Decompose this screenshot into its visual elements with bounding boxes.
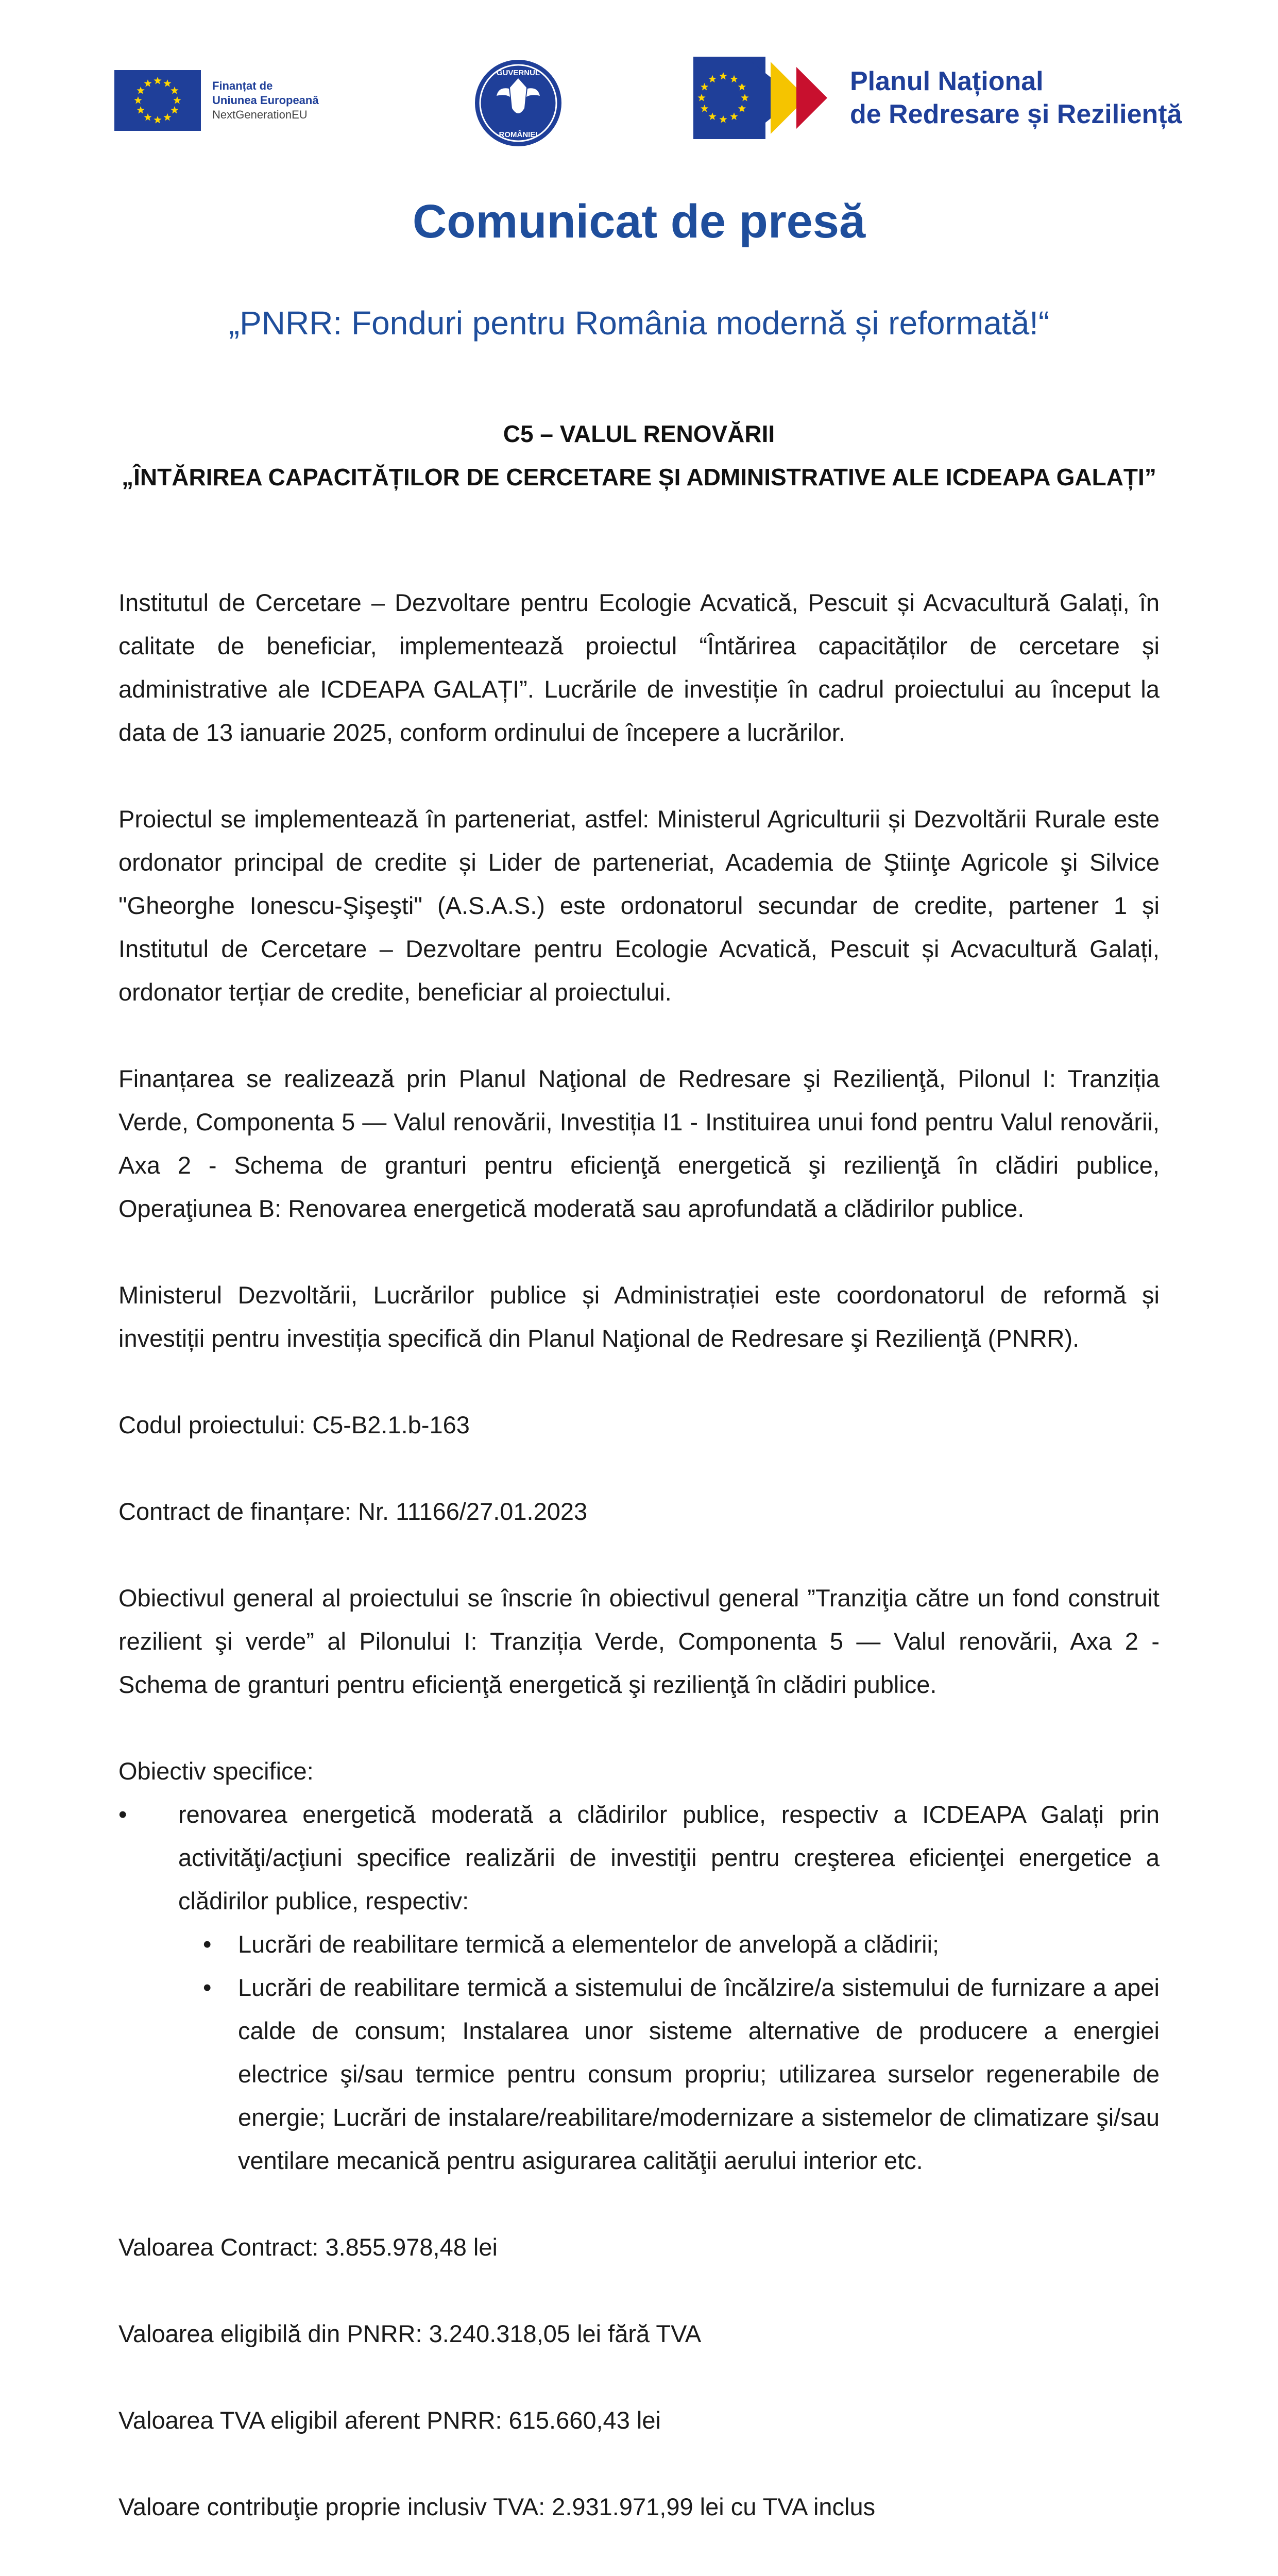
project-dates: [118, 2572, 1160, 2576]
romanian-government-seal-icon: [473, 58, 564, 148]
press-release-body: [118, 581, 1160, 2576]
bullet-icon: •: [118, 1801, 127, 1828]
pnrr-logo: [693, 57, 1182, 139]
page-subtitle: „PNRR: Fonduri pentru România modernă și reformată!“: [228, 304, 1050, 342]
pnrr-flag-arrow-icon: [693, 57, 838, 139]
project-heading-line-1: C5 – VALUL RENOVĂRII: [503, 420, 775, 447]
vat-value: Valoarea TVA eligibil aferent PNRR: 615.660,43 lei: [118, 2406, 661, 2434]
own-contribution-value: Valoare contribuţie proprie inclusiv TVA: 2.931.971,99 lei cu TVA inclus: [118, 2493, 876, 2520]
pnrr-logo-line-2: de Redresare și Reziliență: [850, 99, 1182, 129]
gov-seal-text-top: GUVERNUL: [496, 69, 540, 77]
financing-contract: Contract de finanțare: Nr. 11166/27.01.2023: [118, 1498, 588, 1525]
objective-sub-list: [178, 1923, 1160, 2182]
paragraph-intro: Institutul de Cercetare – Dezvoltare pentru Ecologie Acvatică, Pescuit și Acvacultură Galați, în calitate de beneficiar, implementează proiectul “Întărirea capacităților de cercetare și administrative ale ICDEAPA GALAȚI”. Lucrările de investiție în cadrul proiectului au început la data de 13 ianuarie 2025, conform ordinului de începere a lucrărilor.: [118, 589, 1160, 746]
pnrr-logo-text: [850, 65, 1182, 131]
project-code: Codul proiectului: C5-B2.1.b-163: [118, 1411, 470, 1438]
objective-main-text: renovarea energetică moderată a clădirilor publice, respectiv a ICDEAPA Galați prin activităţi/acţiuni specifice realizării de investiţii pentru creşterea eficienţei energetice a clădirilor publice, respectiv:: [178, 1801, 1160, 1914]
eu-logo-line-3: NextGenerationEU: [212, 108, 308, 121]
paragraph-partnership: Proiectul se implementează în parteneriat, astfel: Ministerul Agriculturii și Dezvoltării Rurale este ordonator principal de credite și Lider de parteneriat, Academia de Ştiinţe Agricole şi Silvice "Gheorghe Ionescu-Şişeşti" (A.S.A.S.) este ordonatorul secundar de credite, partener 1 și Institutul de Cercetare – Dezvoltare pentru Ecologie Acvatică, Pescuit și Acvacultură Galați, ordonator terțiar de credite, beneficiar al proiectului.: [118, 805, 1160, 1006]
gov-seal-text-bottom: ROMÂNIEI: [499, 130, 538, 139]
page-title: Comunicat de presă: [412, 195, 866, 248]
paragraph-financing: Finanțarea se realizează prin Planul Naţional de Redresare şi Rezilienţă, Pilonul I: Tranziția Verde, Componenta 5 — Valul renovării, Investiția I1 - Instituirea unui fond pentru Valul renovării, Axa 2 - Schema de granturi pentru eficienţă energetică şi rezilienţă în clădiri publice, Operaţiunea B: Renovarea energetică moderată sau aprofundată a clădirilor publice.: [118, 1065, 1160, 1222]
project-heading-line-2: „ÎNTĂRIREA CAPACITĂȚILOR DE CERCETARE ȘI ADMINISTRATIVE ALE ICDEAPA GALAȚI”: [122, 464, 1156, 490]
eu-logo-text: [212, 79, 319, 122]
list-item: [118, 1793, 1160, 2182]
eu-flag-icon: [114, 70, 201, 131]
pnrr-logo-line-1: Planul Național: [850, 66, 1044, 96]
bullet-icon: •: [203, 1974, 212, 2001]
paragraph-general-objective: Obiectivul general al proiectului se înscrie în obiectivul general ”Tranziţia către un fond construit rezilient şi verde” al Pilonului I: Tranziția Verde, Componenta 5 — Valul renovării, Axa 2 - Schema de granturi pentru eficienţă energetică şi rezilienţă în clădiri publice.: [118, 1584, 1160, 1698]
paragraph-coordinator: Ministerul Dezvoltării, Lucrărilor publice și Administrației este coordonatorul de reformă și investiții pentru investiția specifică din Planul Naţional de Redresare şi Rezilienţă (PNRR).: [118, 1281, 1160, 1352]
project-heading: [118, 412, 1160, 499]
objective-sub-item-1: Lucrări de reabilitare termică a elementelor de anvelopă a clădirii;: [238, 1930, 940, 1958]
eu-logo-line-2: Uniunea Europeană: [212, 94, 319, 107]
list-item: [178, 1966, 1160, 2182]
bullet-icon: •: [203, 1930, 212, 1958]
page-header: [0, 0, 1278, 170]
eu-logo-line-1: Finanțat de: [212, 79, 273, 92]
objective-sub-item-2: Lucrări de reabilitare termică a sistemului de încălzire/a sistemului de furnizare a apei calde de consum; Instalarea unor sisteme alternative de producere a energiei electrice şi/sau termice pentru consum propriu; utilizarea surselor regenerabile de energie; Lucrări de instalare/reabilitare/modernizare a sistemelor de climatizare şi/sau ventilare mecanică pentru asigurarea calităţii aerului interior etc.: [238, 1974, 1160, 2174]
eligible-value: Valoarea eligibilă din PNRR: 3.240.318,05 lei fără TVA: [118, 2320, 702, 2347]
specific-objectives-list: [118, 1793, 1160, 2182]
list-item: [178, 1923, 1160, 1966]
eu-funding-logo: [114, 70, 319, 131]
contract-value: Valoarea Contract: 3.855.978,48 lei: [118, 2233, 498, 2261]
specific-objectives-heading: Obiectiv specifice:: [118, 1757, 314, 1785]
